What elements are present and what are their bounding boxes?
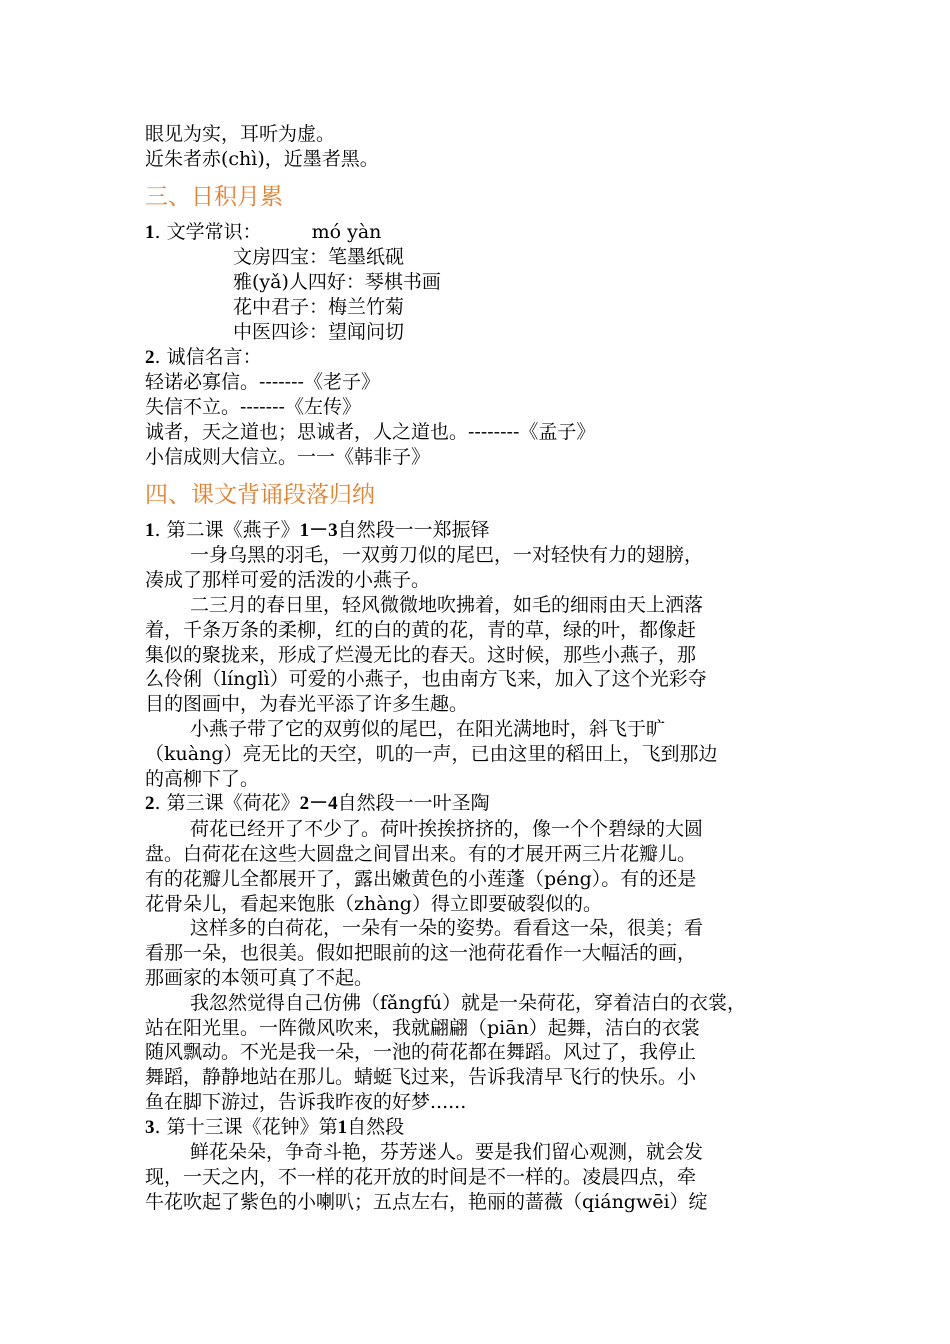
text-line: 舞蹈，静静地站在那儿。蜻蜓飞过来，告诉我清早飞行的快乐。小 <box>145 1066 697 1089</box>
lesson-title: . 第三课《荷花》 <box>154 792 300 815</box>
lesson-title: . 第十三课《花钟》第 <box>154 1115 338 1138</box>
text-line: 么伶俐（línglì）可爱的小燕子，也由南方飞来，加入了这个光彩夺 <box>145 668 707 691</box>
text-line: 诚者，天之道也；思诚者，人之道也。--------《孟子》 <box>145 420 596 443</box>
text-line: 鱼在脚下游过，告诉我昨夜的好梦...... <box>145 1090 467 1113</box>
section-heading: 三、日积月累 <box>145 183 283 210</box>
text-line: 二三月的春日里，轻风微微地吹拂着，如毛的细雨由天上洒落 <box>190 593 704 616</box>
paragraph-range: 2－4 <box>299 793 338 815</box>
item-number: 1 <box>145 519 155 541</box>
text-line: 眼见为实，耳听为虚。 <box>145 123 336 145</box>
text-line: 小信成则大信立。一一《韩非子》 <box>145 445 431 468</box>
document-content <box>145 122 825 1215</box>
lesson-source: 自然段 <box>347 1115 405 1138</box>
lesson-source: 自然段一一叶圣陶 <box>337 792 490 815</box>
lesson-header <box>145 1115 825 1141</box>
item-number: 2 <box>145 793 155 815</box>
text-line: 的高柳下了。 <box>145 767 260 790</box>
text-line: 目的图画中，为春光平添了许多生趣。 <box>145 693 469 716</box>
text-line: 小燕子带了它的双剪似的尾巴，在阳光满地时，斜飞于旷 <box>190 717 666 740</box>
section-heading: 四、课文背诵段落归纳 <box>145 481 375 508</box>
text-line: 荷花已经开了不少了。荷叶挨挨挤挤的，像一个个碧绿的大圆 <box>190 818 704 841</box>
text-line: 中医四诊：望闻问切 <box>233 320 405 343</box>
text-line: 文房四宝：笔墨纸砚 <box>233 246 405 269</box>
text-line: 这样多的白荷花，一朵有一朵的姿势。看看这一朵，很美；看 <box>190 917 704 940</box>
lesson-header <box>145 518 825 544</box>
text-line: 失信不立。-------《左传》 <box>145 396 361 419</box>
text-line: 凑成了那样可爱的活泼的小燕子。 <box>145 569 431 592</box>
item-label: . 文学常识： <box>154 220 262 243</box>
text-line: 一身乌黑的羽毛，一双剪刀似的尾巴，一对轻快有力的翅膀， <box>190 544 704 567</box>
item-label: . 诚信名言： <box>154 345 262 368</box>
text-line: 我忽然觉得自己仿佛（fǎngfú）就是一朵荷花，穿着洁白的衣裳， <box>190 991 747 1014</box>
text-line: 牛花吹起了紫色的小喇叭；五点左右，艳丽的蔷薇（qiángwēi）绽 <box>145 1191 708 1214</box>
text-line: 随风飘动。不光是我一朵，一池的荷花都在舞蹈。风过了，我停止 <box>145 1041 697 1064</box>
text-line: 站在阳光里。一阵微风吹来，我就翩翩（piān）起舞，洁白的衣裳 <box>145 1016 700 1039</box>
text-line: 花骨朵儿，看起来饱胀（zhàng）得立即要破裂似的。 <box>145 892 602 915</box>
text-line: 花中君子：梅兰竹菊 <box>233 295 405 318</box>
text-line: （kuàng）亮无比的天空，叽的一声，已由这里的稻田上，飞到那边 <box>145 742 718 765</box>
list-item-header <box>145 345 825 371</box>
item-number: 2 <box>145 346 155 368</box>
paragraph-range: 1 <box>337 1116 348 1138</box>
lesson-source: 自然段一一郑振铎 <box>337 518 490 541</box>
text-line: 轻诺必寡信。-------《老子》 <box>145 371 380 394</box>
pinyin-annotation: mó yàn <box>311 220 382 243</box>
item-number: 1 <box>145 221 155 243</box>
text-line: 鲜花朵朵，争奇斗艳，芬芳迷人。要是我们留心观测，就会发 <box>190 1141 704 1164</box>
lesson-header <box>145 791 825 817</box>
item-number: 3 <box>145 1116 155 1138</box>
text-line: 集似的聚拢来，形成了烂漫无比的春天。这时候，那些小燕子，那 <box>145 643 697 666</box>
text-line: 着，千条万条的柔柳，红的白的黄的花，青的草，绿的叶，都像赶 <box>145 618 697 641</box>
text-line: 现，一天之内，不一样的花开放的时间是不一样的。凌晨四点，牵 <box>145 1166 697 1189</box>
text-line: 盘。白荷花在这些大圆盘之间冒出来。有的才展开两三片花瓣儿。 <box>145 842 697 865</box>
text-line: 雅(yǎ)人四好：琴棋书画 <box>233 271 441 294</box>
text-line: 近朱者赤(chì)，近墨者黑。 <box>145 147 379 170</box>
text-line: 有的花瓣儿全都展开了，露出嫩黄色的小莲蓬（péng）。有的还是 <box>145 867 697 890</box>
text-line: 看那一朵，也很美。假如把眼前的这一池荷花看作一大幅活的画， <box>145 942 697 965</box>
list-item-header <box>145 220 825 246</box>
text-line: 那画家的本领可真了不起。 <box>145 966 374 989</box>
paragraph-range: 1－3 <box>299 519 338 541</box>
lesson-title: . 第二课《燕子》 <box>154 518 300 541</box>
